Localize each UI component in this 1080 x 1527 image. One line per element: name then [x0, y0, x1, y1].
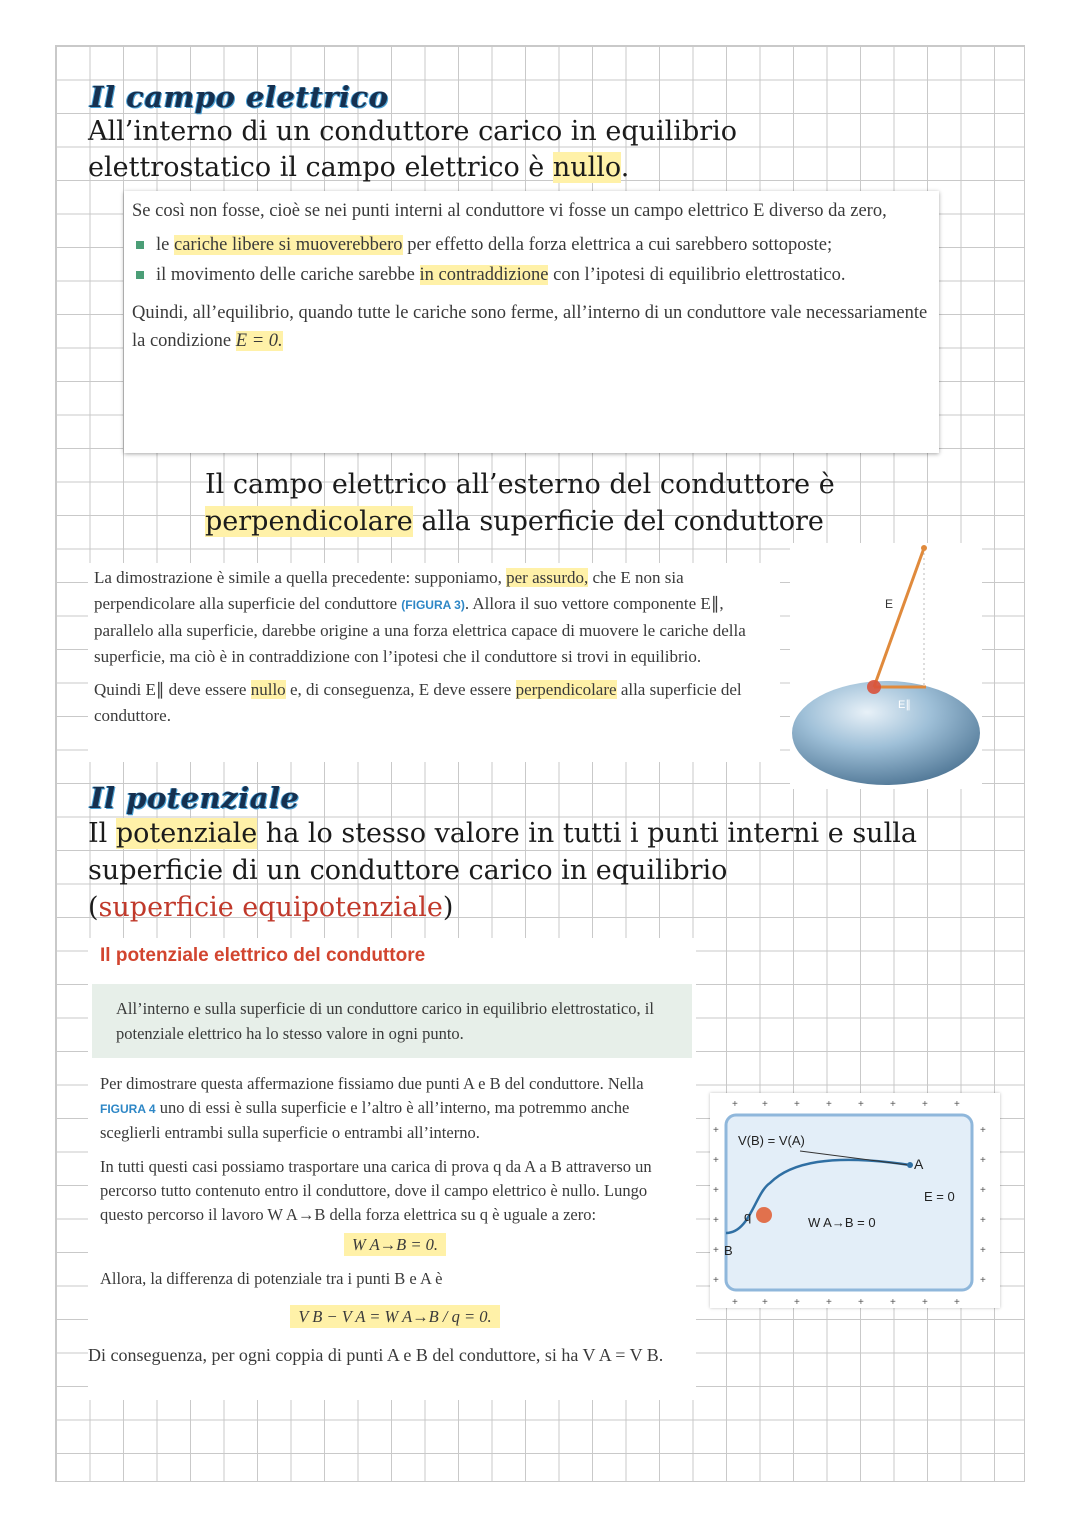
definition-box: All’interno e sulla superficie di un conduttore carico in equilibrio elettrostatico, il potenziale elettrico ha lo stesso valore in ogni punto.	[92, 984, 692, 1058]
svg-text:+: +	[980, 1185, 986, 1196]
text: Quindi E∥ deve essere	[94, 680, 251, 699]
highlight-nullo-2: nullo	[250, 680, 286, 699]
svg-text:+: +	[858, 1297, 864, 1308]
formula-potential-text: V B − V A = W A→B / q = 0.	[290, 1305, 499, 1328]
text: uno di essi è sulla superficie e l’altro è all’interno, ma potremmo anche sceglierli entrambi sulla superficie o entrambi all’interno.	[100, 1098, 630, 1142]
figure-4-equipotential	[710, 1093, 1000, 1308]
note-text: All’interno di un conduttore carico in equilibrio elettrostatico il campo elettrico è	[88, 116, 738, 183]
svg-text:+: +	[826, 1099, 832, 1110]
svg-text:+: +	[954, 1297, 960, 1308]
svg-text:+: +	[954, 1099, 960, 1110]
book3-paragraph-2: In tutti questi casi possiamo trasportare una carica di prova q da A a B attraverso un percorso tutto contenuto entro il conduttore, dove il campo elettrico è nullo. Lungo questo percorso il lavoro W A→B della forza elettrica su q è uguale a zero:	[100, 1157, 652, 1224]
text: per effetto della forza elettrica a cui sarebbero sottoposte;	[402, 235, 833, 255]
highlight-nullo: nullo	[552, 152, 621, 183]
textbook-excerpt-3	[88, 938, 696, 1400]
text: . Allora il suo vettore componente E∥, parallelo alla superficie, darebbe origine a una forza elettrica capace di muovere le cariche della superficie, ma ciò è in contraddizione con l’ipotesi che il conduttore si trovi in equilibrio.	[94, 593, 746, 666]
svg-text:+: +	[980, 1155, 986, 1166]
note-campo-esterno	[205, 466, 925, 540]
note-text-end: .	[620, 152, 630, 183]
book1-bullet-1	[132, 231, 929, 259]
svg-text:+: +	[713, 1125, 719, 1136]
svg-text:+: +	[826, 1297, 832, 1308]
label-e-zero: E = 0	[924, 1189, 955, 1204]
highlight-perpendicolare: perpendicolare	[205, 506, 413, 537]
svg-text:+: +	[858, 1099, 864, 1110]
svg-text:+: +	[762, 1297, 768, 1308]
formula-potential-difference	[100, 1305, 690, 1329]
svg-text:+: +	[713, 1275, 719, 1286]
highlight-cariche-libere: cariche libere si muoverebbero	[173, 235, 403, 255]
svg-text:+: +	[732, 1297, 738, 1308]
text: che E non sia perpendicolare alla superficie del conduttore	[94, 568, 684, 613]
book2-paragraph-1	[94, 565, 774, 669]
highlight-potenziale: potenziale	[115, 818, 258, 849]
figure-3-reference[interactable]: (FIGURA 3)	[401, 597, 465, 612]
svg-text:+: +	[713, 1185, 719, 1196]
svg-text:+: +	[980, 1245, 986, 1256]
note2-line1: Il campo elettrico all’esterno del conduttore è	[205, 469, 835, 500]
book1-bullet-2	[132, 261, 929, 289]
svg-text:+: +	[980, 1215, 986, 1226]
box-title: Il potenziale elettrico del conduttore	[100, 945, 426, 966]
svg-text:+: +	[922, 1297, 928, 1308]
surface-charge	[867, 680, 881, 694]
text: Il	[88, 818, 116, 849]
svg-text:+: +	[890, 1297, 896, 1308]
label-a: A	[914, 1156, 924, 1172]
label-e-parallel: E∥	[898, 699, 911, 711]
conductor-ellipse	[792, 681, 980, 785]
text: Per dimostrare questa affermazione fissiamo due punti A e B del conduttore. Nella	[100, 1074, 644, 1093]
svg-text:+: +	[794, 1099, 800, 1110]
highlight-contraddizione: in contraddizione	[419, 265, 549, 285]
book3-paragraph-3: Allora, la differenza di potenziale tra i punti B e A è	[100, 1269, 443, 1288]
textbook-excerpt-1	[124, 191, 939, 453]
book3-paragraph-1	[100, 1072, 690, 1145]
point-a	[907, 1162, 913, 1168]
note-campo-elettrico	[88, 114, 848, 186]
figure-3-svg	[790, 543, 982, 789]
figure-3-conductor-field	[790, 543, 982, 789]
label-v-equal: V(B) = V(A)	[738, 1133, 805, 1148]
text: La dimostrazione è simile a quella precedente: supponiamo,	[94, 568, 507, 587]
note-potenziale	[88, 815, 918, 926]
svg-text:+: +	[713, 1245, 719, 1256]
vector-e	[874, 548, 924, 687]
svg-text:+: +	[713, 1155, 719, 1166]
highlight-perpendicolare-2: perpendicolare	[515, 680, 617, 699]
note2-line2: alla superficie del conduttore	[412, 506, 824, 537]
vector-e-head	[921, 545, 927, 551]
book1-bullet-list	[132, 231, 929, 289]
svg-text:+: +	[980, 1275, 986, 1286]
book3-body	[88, 1072, 696, 1329]
text: )	[442, 892, 454, 923]
section-title-campo-elettrico: Il campo elettrico	[90, 80, 389, 114]
text: Quindi, all’equilibrio, quando tutte le cariche sono ferme, all’interno di un conduttore vale necessariamente la condizione	[132, 303, 928, 351]
book1-conclusion	[132, 299, 929, 355]
text: con l’ipotesi di equilibrio elettrostatico.	[548, 265, 846, 285]
svg-text:+: +	[713, 1215, 719, 1226]
label-b: B	[724, 1243, 733, 1258]
svg-text:+: +	[732, 1099, 738, 1110]
text: (	[88, 892, 99, 923]
text: alla superficie del conduttore.	[94, 680, 742, 725]
figure-4-reference[interactable]: FIGURA 4	[100, 1102, 156, 1116]
test-charge	[756, 1207, 772, 1223]
book2-paragraph-2	[94, 677, 774, 728]
formula-work-text: W A→B = 0.	[344, 1233, 446, 1256]
label-q: q	[744, 1209, 752, 1224]
formula-work	[100, 1233, 690, 1257]
formula-e-zero: E = 0.	[235, 331, 283, 351]
textbook-excerpt-2	[88, 563, 780, 762]
svg-text:+: +	[762, 1099, 768, 1110]
superficie-equipotenziale: superficie equipotenziale	[98, 892, 443, 923]
text: il movimento delle cariche sarebbe	[156, 265, 420, 285]
label-e: E	[885, 597, 894, 611]
svg-text:+: +	[890, 1099, 896, 1110]
svg-text:+: +	[794, 1297, 800, 1308]
figure-4-svg	[710, 1093, 1000, 1308]
highlight-per-assurdo: per assurdo,	[506, 568, 589, 587]
text: le	[156, 235, 174, 255]
book1-intro: Se così non fosse, cioè se nei punti interni al conduttore vi fosse un campo elettrico E diverso da zero,	[132, 201, 887, 221]
text: e, di conseguenza, E deve essere	[285, 680, 516, 699]
svg-text:+: +	[922, 1099, 928, 1110]
svg-text:+: +	[980, 1125, 986, 1136]
label-w-zero: W A→B = 0	[808, 1215, 876, 1230]
book3-paragraph-4: Di conseguenza, per ogni coppia di punti A e B del conduttore, si ha V A = V B.	[88, 1345, 664, 1365]
section-title-potenziale: Il potenziale	[90, 781, 300, 815]
text: ha lo stesso valore in tutti i punti interni e sulla superficie di un conduttore carico in equilibrio	[88, 818, 917, 886]
